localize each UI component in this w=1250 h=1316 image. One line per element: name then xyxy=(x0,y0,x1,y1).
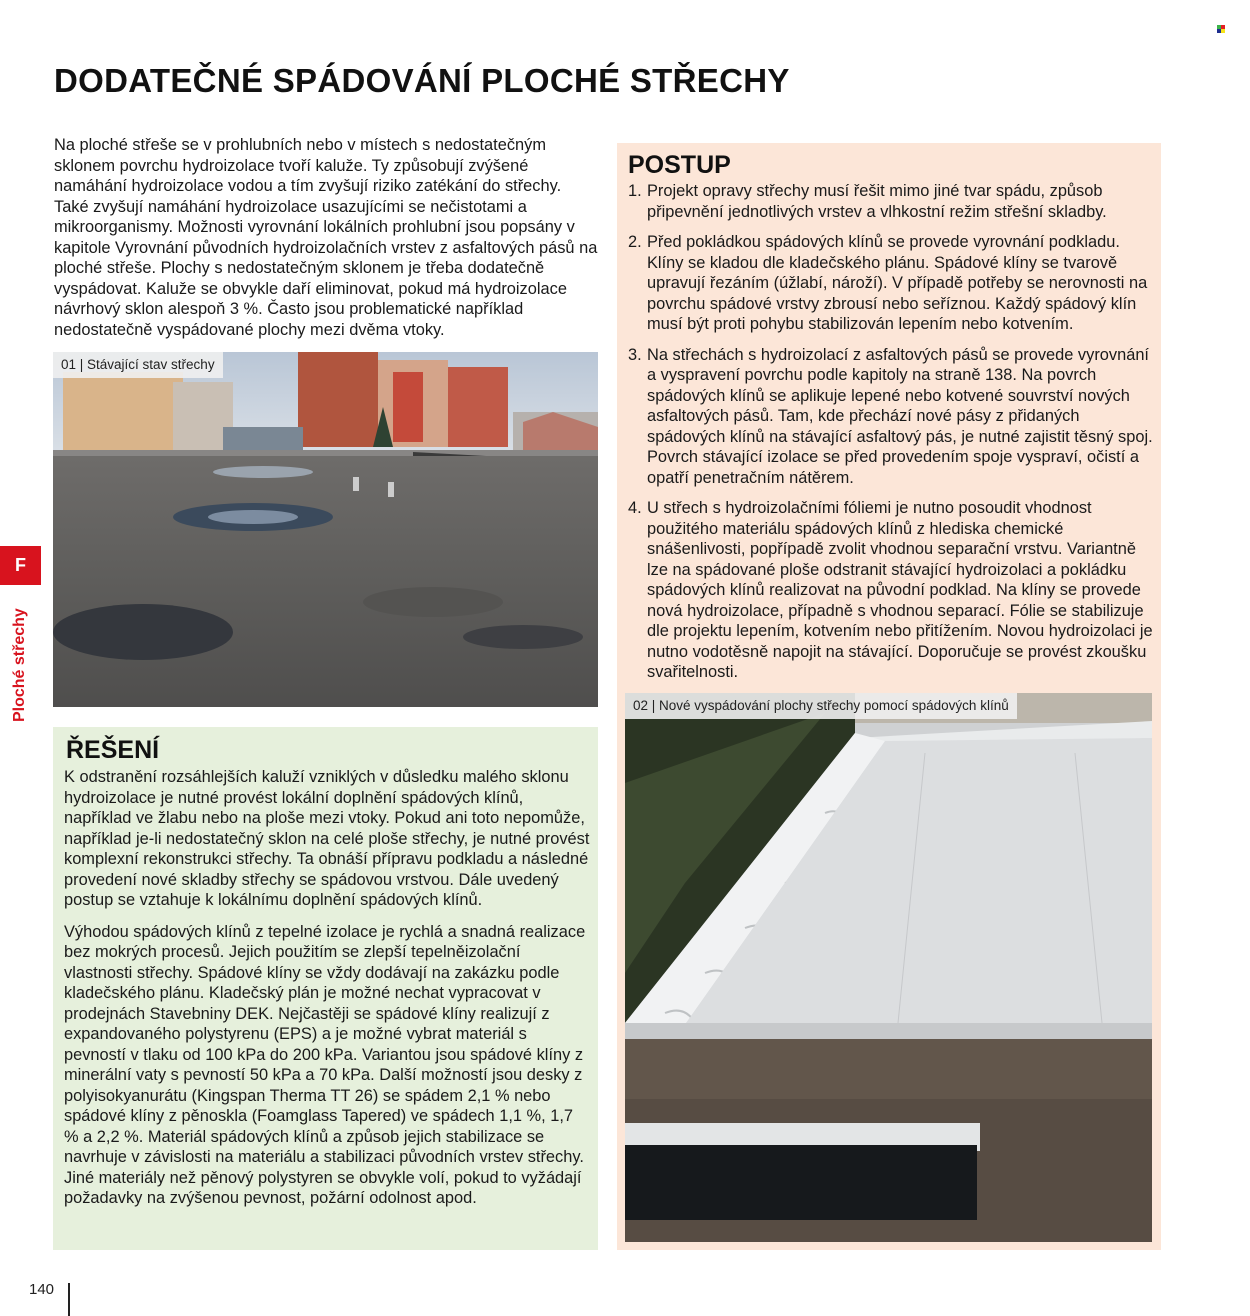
reseni-panel xyxy=(53,727,598,1250)
figure-caption: 01 | Stávající stav střechy xyxy=(53,352,223,378)
step-text: Na střechách s hydroizolací z asfaltových pásů se provede vyrovnání a vyspravení povrchu podle kapitoly na straně 138. Na povrch spádových klínů se aplikuje lepené nebo kotvené souvrství nových asfaltových pásů. Tam, kde přechází nové pásy z přidaných spádových klínů na stávající asfaltový pás, je nutné zajistit těsný spoj. Povrch stávající izolace se před provedením spoje vyspraví, očistí a opatří penetračním nátěrem. xyxy=(647,345,1153,487)
tapered-insulation-photo-image xyxy=(625,693,1152,1242)
step-item xyxy=(628,232,1156,335)
figure-existing-roof xyxy=(53,352,598,707)
reseni-paragraph: K odstranění rozsáhlejších kaluží vzniklých v důsledku malého sklonu hydroizolace je nutné provést lokální doplnění spádových klínů, například ve žlabu nebo na ploše mezi vtoky. Pokud ani toto nepomůže, například je-li nedostatečný sklon na celé ploše střechy, je nutné provést komplexní rekonstrukci střechy. Ta obnáší přípravu podkladu a následné provedení nové skladby střechy se spádovou vrstvou. Dále uvedený postup se vztahuje k lokálnímu doplnění spádových klínů. xyxy=(64,768,590,909)
reseni-paragraph: Výhodou spádových klínů z tepelné izolace je rychlá a snadná realizace bez mokrých procesů. Jejich použitím se zlepší tepelněizolační vlastnosti střechy. Spádové klíny se vždy dodávají na zakázku podle kladečského plánu. Kladečský plán je možné nechat vypracovat v prodejnách Stavebniny DEK. Nejčastěji se spádové klíny realizují z expandovaného polystyrenu (EPS) a je možné vybrat materiál s pevností v tlaku od 100 kPa do 200 kPa. Variantou jsou spádové klíny z minerální vaty s pevností 50 kPa a 70 kPa. Další možností jsou desky z polyisokyanurátu (Kingspan Therma TT 26) se spádem 2,1 % nebo spádové klíny z pěnoskla (Foamglass Tapered) ve spádech 1,1 %, 1,7 % a 2,2 %. Materiál spádových klínů a způsob jejich stabilizace se navrhuje v závislosti na materiálu a stabilizaci původních vrstev střechy. Jiné materiály než pěnový polystyren se obvykle volí, pokud to vyžádají požadavky na zvýšenou pevnost, požární odolnost apod. xyxy=(64,922,586,1207)
page-title: DODATEČNÉ SPÁDOVÁNÍ PLOCHÉ STŘECHY xyxy=(54,62,790,99)
page-number: 140 xyxy=(29,1281,55,1298)
postup-steps xyxy=(628,181,1156,693)
chapter-tab: F xyxy=(0,546,41,585)
step-item xyxy=(628,345,1156,489)
roof-photo-image xyxy=(53,352,598,707)
step-number: 4. xyxy=(628,499,642,517)
chapter-label: Ploché střechy xyxy=(11,608,28,722)
step-text: U střech s hydroizolačními fóliemi je nutno posoudit vhodnost použitého materiálu spádových klínů z hlediska chemické snášenlivosti, popřípadě zvolit vhodnou separační vrstvu. Variantně lze na spádované ploše odstranit stávající hydroizolaci a pokládku spádových klínů realizovat na původní podklad. Na klíny se provede nová hydroizolace, případně s vhodnou separací. Fólie se stabilizuje dle projektu lepením, kotvením nebo přitížením. Novou hydroizolaci je nutno vodotěsně napojit na stávající. Doporučuje se provést zkoušku svařitelnosti. xyxy=(647,499,1153,681)
intro-paragraph: Na ploché střeše se v prohlubních nebo v místech s nedostatečným sklonem povrchu hydroizolace tvoří kaluže. Ty způsobují zvýšené namáhání hydroizolace vodou a tím zvyšují riziko zatékání do střechy. Také zvyšují namáhání hydroizolace usazujícími se nečistotami a mikroorganismy. Možnosti vyrovnání lokálních prohlubní jsou popsány v kapitole Vyrovnání původních hydroizolačních vrstev z asfaltových pásů na ploché střeše. Plochy s nedostatečným sklonem je třeba dodatečně vyspádovat. Kaluže se obvykle daří eliminovat, pokud má hydroizolace návrhový sklon alespoň 3 %. Často jsou problematické například nedostatečně vyspádované plochy mezi dvěma vtoky. xyxy=(54,136,598,339)
step-number: 2. xyxy=(628,233,642,251)
reseni-body xyxy=(64,767,592,1220)
step-text: Projekt opravy střechy musí řešit mimo jiné tvar spádu, způsob připevnění jednotlivých vrstev a vlhkostní režim střešní skladby. xyxy=(647,182,1107,221)
reseni-heading: ŘEŠENÍ xyxy=(66,736,160,764)
step-number: 3. xyxy=(628,345,642,364)
footer-divider xyxy=(68,1283,70,1316)
step-text: Před pokládkou spádových klínů se provede vyrovnání podkladu. Klíny se kladou dle kladečského plánu. Spádové klíny se tvarově upravují řezáním (úžlabí, nároží). V případě potřeby se nerovnosti na povrchu spádové vrstvy zbrousí nebo seříznou. Každý spádový klín musí být proti pohybu stabilizován lepením nebo kotvením. xyxy=(647,233,1148,333)
print-color-mark-icon xyxy=(1217,25,1225,33)
step-number: 1. xyxy=(628,182,642,200)
step-item xyxy=(628,181,1156,222)
step-item xyxy=(628,498,1156,683)
figure-new-slope xyxy=(625,693,1152,1242)
figure-caption: 02 | Nové vyspádování plochy střechy pomocí spádových klínů xyxy=(625,693,1017,719)
postup-heading: POSTUP xyxy=(628,151,731,179)
